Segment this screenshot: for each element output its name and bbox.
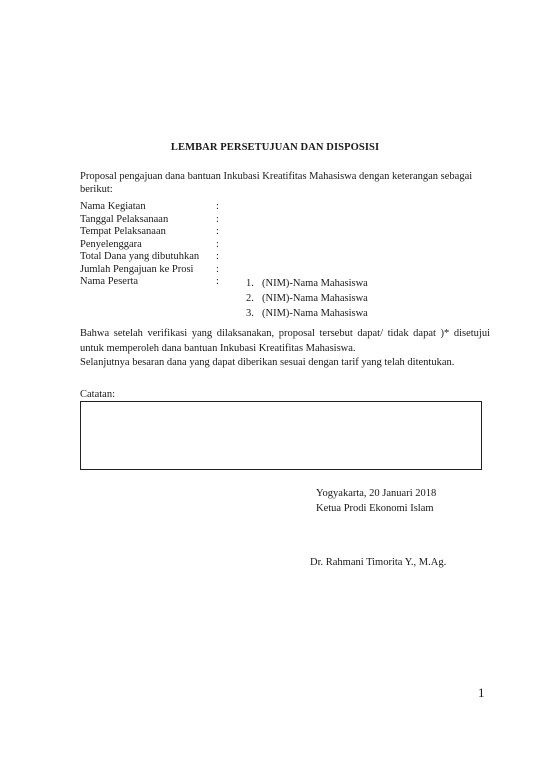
participant-name: (NIM)-Nama Mahasiswa <box>262 293 368 304</box>
place-date: Yogyakarta, 20 Januari 2018 <box>316 488 437 499</box>
signer-name: Dr. Rahmani Timorita Y., M.Ag. <box>310 557 447 568</box>
statement-paragraph: Bahwa setelah verifikasi yang dilaksanakan, proposal tersebut dapat/ tidak dapat )* disetujui untuk memperoleh dana bantuan Inkubasi Kreatifitas Mahasiswa. <box>80 328 490 354</box>
participant-number: 3. <box>246 308 254 319</box>
list-item <box>246 291 368 306</box>
intro-paragraph: Proposal pengajuan dana bantuan Inkubasi Kreatifitas Mahasiswa dengan keterangan sebagai berikut: <box>80 171 473 195</box>
field-colon: : <box>216 201 219 212</box>
field-colon: : <box>216 263 219 275</box>
field-label-nama-kegiatan: Nama Kegiatan <box>80 201 146 212</box>
field-label-jumlah-pengajuan: Jumlah Pengajuan ke Prosi <box>80 263 194 275</box>
notes-box <box>80 401 482 470</box>
field-colon: : <box>216 238 219 250</box>
field-label-tempat-pelaksanaan: Tempat Pelaksanaan <box>80 226 166 237</box>
field-label-total-dana: Total Dana yang dibutuhkan <box>80 251 200 262</box>
field-colon: : <box>216 251 219 262</box>
signer-position: Ketua Prodi Ekonomi Islam <box>316 503 434 514</box>
document-title: LEMBAR PERSETUJUAN DAN DISPOSISI <box>170 142 380 153</box>
field-label-tanggal-pelaksanaan: Tanggal Pelaksanaan <box>80 213 169 225</box>
field-colon: : <box>216 226 219 237</box>
participant-name: (NIM)-Nama Mahasiswa <box>262 308 368 319</box>
field-label-penyelenggara: Penyelenggara <box>80 238 142 250</box>
list-item <box>246 306 368 321</box>
statement-block <box>80 327 490 371</box>
participant-number: 1. <box>246 278 254 289</box>
participant-name: (NIM)-Nama Mahasiswa <box>262 278 368 289</box>
list-item <box>246 276 368 291</box>
field-label-nama-peserta: Nama Peserta <box>80 276 139 287</box>
participant-number: 2. <box>246 293 254 304</box>
notes-label: Catatan: <box>80 389 115 400</box>
field-colon: : <box>216 276 219 287</box>
signature-block <box>316 486 436 516</box>
statement-paragraph: Selanjutnya besaran dana yang dapat diberikan sesuai dengan tarif yang telah ditentukan. <box>80 357 455 368</box>
field-colon: : <box>216 213 219 225</box>
page-number: 1 <box>478 685 485 700</box>
participant-list <box>246 276 368 321</box>
